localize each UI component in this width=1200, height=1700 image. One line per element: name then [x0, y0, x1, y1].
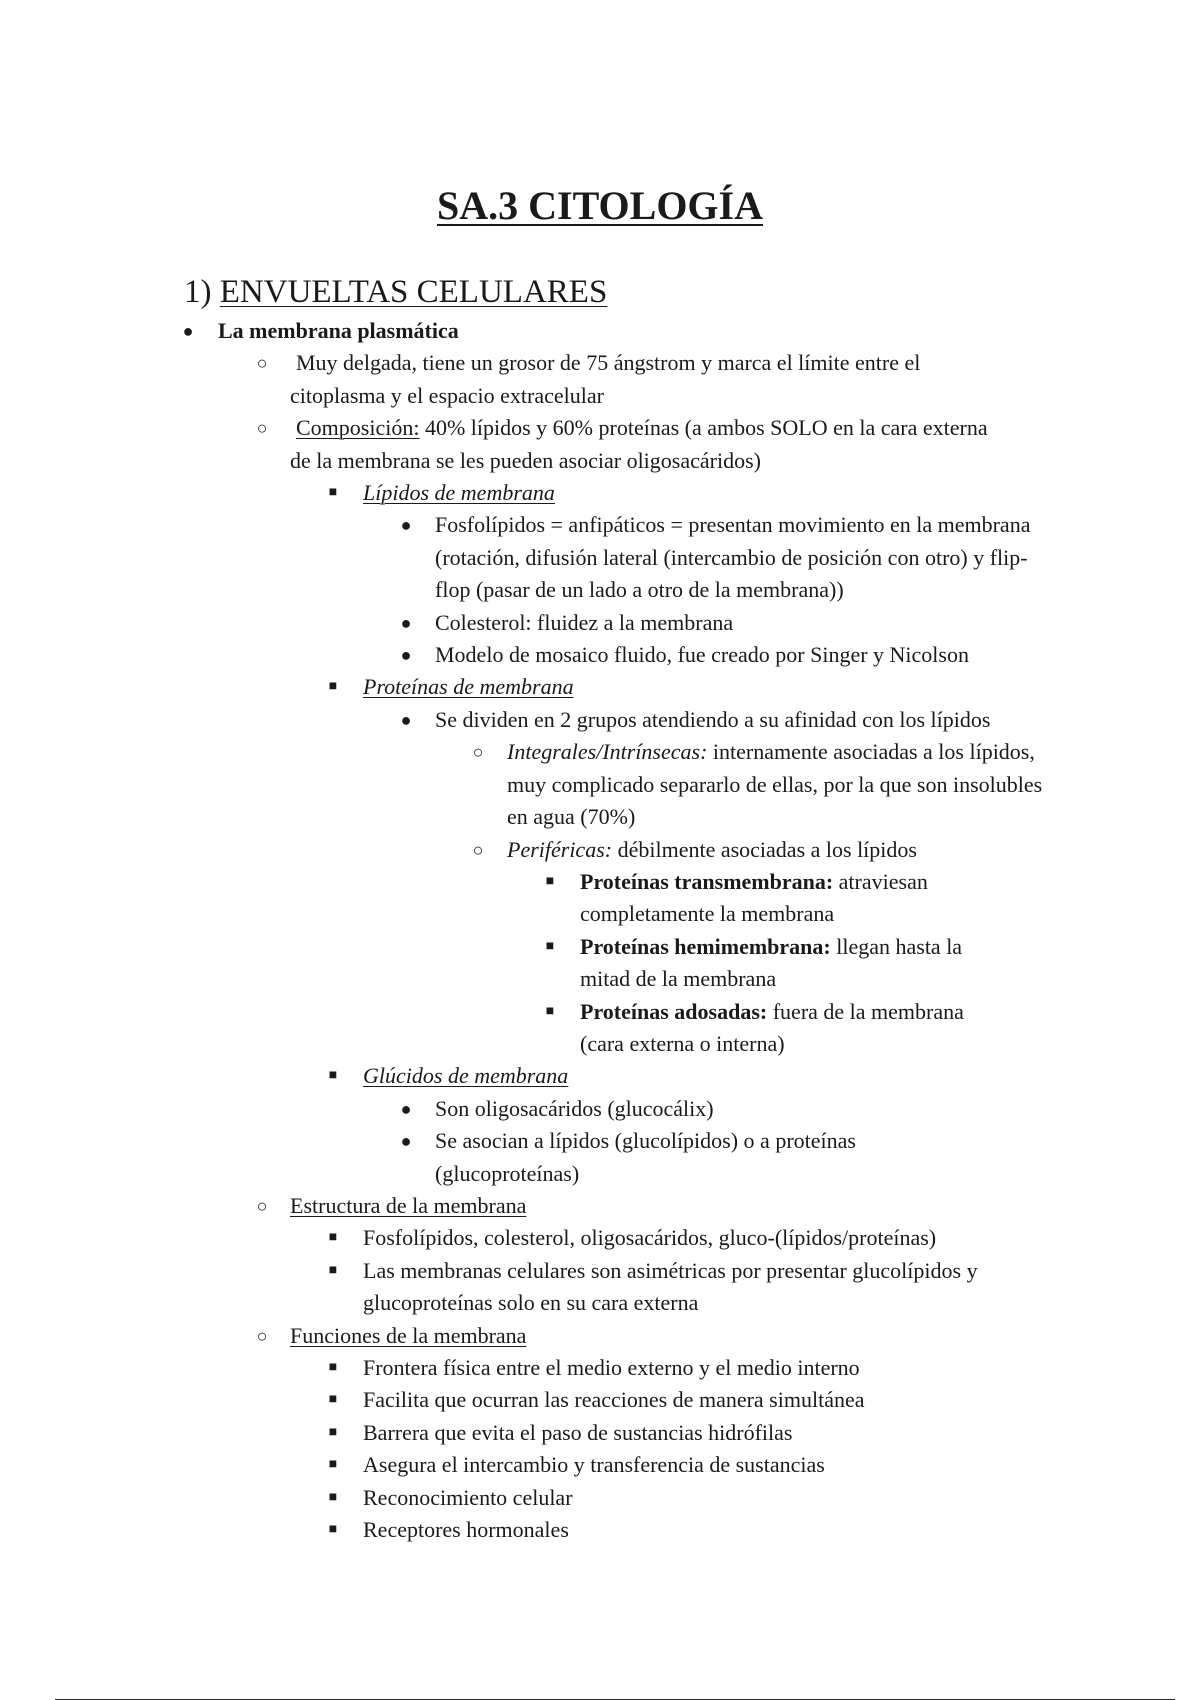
square-bullet-icon: ■ — [545, 938, 555, 954]
item-text: Las membranas celulares son asimétricas por presentar glucolípidos y glucoproteínas solo en su cara externa — [363, 1257, 978, 1316]
funciones-label: Funciones de la membrana — [290, 1322, 527, 1348]
list-item-colesterol — [0, 607, 1050, 639]
perifericas-label: Periféricas: — [507, 836, 613, 862]
transmembrana-label: Proteínas transmembrana: — [580, 868, 834, 894]
item-text — [580, 931, 1010, 996]
item-text: Reconocimiento celular — [363, 1484, 573, 1510]
square-bullet-icon: ■ — [328, 1262, 338, 1278]
square-bullet-icon: ■ — [328, 485, 338, 501]
adosadas-text: fuera de la membrana (cara externa o interna) — [580, 998, 964, 1056]
list-item-lipidos — [0, 477, 1200, 509]
square-bullet-icon: ■ — [545, 873, 555, 889]
square-bullet-icon: ■ — [328, 1522, 338, 1538]
circle-bullet-icon: ○ — [472, 742, 484, 763]
list-item-funcion — [0, 1482, 1053, 1514]
square-bullet-icon: ■ — [328, 1424, 338, 1440]
square-bullet-icon: ■ — [545, 1003, 555, 1019]
list-item-composicion — [0, 412, 990, 477]
adosadas-label: Proteínas adosadas: — [580, 998, 768, 1024]
list-item-estructura — [0, 1190, 1200, 1222]
item-text — [580, 996, 1010, 1061]
integrales-label: Integrales/Intrínsecas: — [507, 739, 708, 765]
item-text: Frontera física entre el medio externo y el medio interno — [363, 1355, 860, 1380]
composicion-label: Composición: — [296, 415, 420, 441]
disc-bullet-icon: ● — [400, 515, 412, 536]
outline — [0, 315, 1200, 1546]
list-item-oligosacaridos — [0, 1093, 915, 1125]
disc-bullet-icon: ● — [400, 1098, 412, 1119]
circle-bullet-icon: ○ — [256, 1325, 268, 1346]
disc-bullet-icon: ● — [400, 645, 412, 666]
section-title: ENVUELTAS CELULARES — [219, 274, 608, 310]
list-item-transmembrana — [0, 866, 1010, 931]
list-item-perifericas — [0, 834, 1052, 866]
page-title: SA.3 CITOLOGÍA — [436, 183, 763, 228]
composicion-text: 40% lípidos y 60% proteínas (a ambos SOLO en la cara externa de la membrana se les pueden asociar oligosacáridos) — [290, 415, 988, 473]
circle-bullet-icon: ○ — [256, 418, 268, 439]
list-item-asimetricas — [0, 1255, 1053, 1320]
square-bullet-icon: ■ — [328, 679, 338, 695]
disc-bullet-icon: ● — [400, 709, 412, 730]
list-item-funcion — [0, 1417, 1053, 1449]
list-item-mosaico — [0, 639, 1050, 671]
integrales-text: internamente asociadas a los lípidos, muy complicado separarlo de ellas, por la que son insolubles en agua (70%) — [507, 739, 1043, 830]
transmembrana-text: atraviesan completamente la membrana — [580, 868, 928, 927]
square-bullet-icon: ■ — [328, 1489, 338, 1505]
disc-bullet-icon: ● — [400, 612, 412, 633]
item-text: Fosfolípidos = anfipáticos = presentan movimiento en la membrana (rotación, difusión lateral (intercambio de posición con otro) y flip-flop (pasar de un lado a otro de la membrana)) — [435, 512, 1031, 603]
item-text: Se dividen en 2 grupos atendiendo a su afinidad con los lípidos — [435, 706, 991, 732]
hemimembrana-label: Proteínas hemimembrana: — [580, 933, 831, 959]
list-item-grupos — [0, 704, 1075, 736]
square-bullet-icon: ■ — [328, 1230, 338, 1246]
list-item-funcion — [0, 1384, 1053, 1416]
item-text: Colesterol: fluidez a la membrana — [435, 609, 734, 635]
section-number: 1) — [184, 274, 212, 310]
list-item-glucoasociacion — [0, 1125, 915, 1190]
list-item-membrana — [0, 315, 1200, 347]
item-text: Facilita que ocurran las reacciones de manera simultánea — [363, 1387, 865, 1413]
item-text: Fosfolípidos, colesterol, oligosacáridos, gluco-(lípidos/proteínas) — [363, 1225, 937, 1251]
list-item-componentes — [0, 1222, 1053, 1254]
circle-bullet-icon: ○ — [256, 353, 268, 374]
list-item-funcion — [0, 1352, 1053, 1384]
item-text: Asegura el intercambio y transferencia de sustancias — [363, 1452, 825, 1478]
item-text: La membrana plasmática — [218, 318, 459, 343]
list-item-hemimembrana — [0, 931, 1010, 996]
perifericas-text: débilmente asociadas a los lípidos — [612, 836, 917, 862]
item-text — [580, 866, 1010, 931]
glucidos-label: Glúcidos de membrana — [363, 1063, 569, 1089]
circle-bullet-icon: ○ — [472, 839, 484, 860]
section-heading — [184, 274, 607, 311]
item-text: Barrera que evita el paso de sustancias hidrófilas — [363, 1419, 793, 1445]
list-item-funcion — [0, 1449, 1053, 1481]
list-item-integrales — [0, 736, 1052, 833]
item-text: Muy delgada, tiene un grosor de 75 ángstrom y marca el límite entre el citoplasma y el espacio extracelular — [290, 350, 921, 408]
item-text — [507, 736, 1052, 833]
list-item-fosfolipidos — [0, 509, 1050, 606]
square-bullet-icon: ■ — [328, 1457, 338, 1473]
item-text: Son oligosacáridos (glucocálix) — [435, 1095, 714, 1121]
list-item-glucidos — [0, 1060, 1200, 1092]
item-text — [290, 412, 990, 477]
circle-bullet-icon: ○ — [256, 1195, 268, 1216]
list-item-funcion — [0, 1514, 1053, 1546]
square-bullet-icon: ■ — [328, 1068, 338, 1084]
lipidos-label: Lípidos de membrana — [363, 480, 555, 506]
list-item-funciones — [0, 1320, 1200, 1352]
list-item-adosadas — [0, 996, 1010, 1061]
list-item-proteinas — [0, 671, 1200, 703]
item-text: Se asocian a lípidos (glucolípidos) o a proteínas (glucoproteínas) — [435, 1128, 856, 1186]
square-bullet-icon: ■ — [328, 1392, 338, 1408]
item-text — [507, 834, 1052, 866]
list-item-delgada — [0, 347, 990, 412]
item-text: Receptores hormonales — [363, 1517, 569, 1543]
square-bullet-icon: ■ — [328, 1360, 338, 1375]
disc-bullet-icon: ● — [182, 321, 194, 341]
estructura-label: Estructura de la membrana — [290, 1192, 527, 1218]
proteinas-label: Proteínas de membrana — [363, 674, 574, 700]
hemimembrana-text: llegan hasta la mitad de la membrana — [580, 933, 963, 992]
item-text: Modelo de mosaico fluido, fue creado por Singer y Nicolson — [435, 642, 969, 668]
disc-bullet-icon: ● — [400, 1131, 412, 1152]
